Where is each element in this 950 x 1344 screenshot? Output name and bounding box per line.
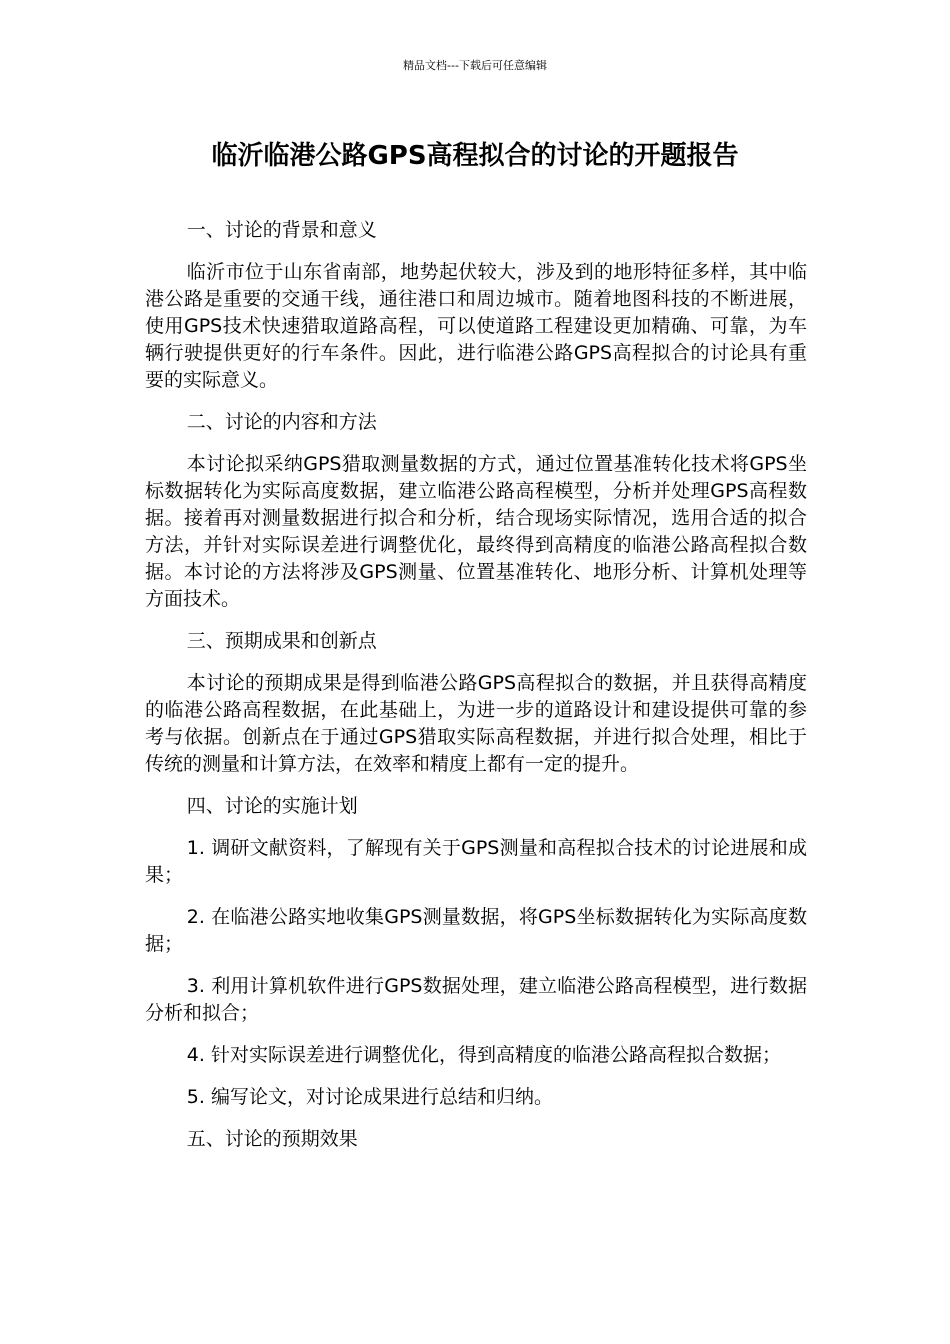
section-heading: 一、讨论的背景和意义 bbox=[186, 219, 377, 241]
section-heading: 二、讨论的内容和方法 bbox=[186, 411, 377, 433]
plan-item: 5. 编写论文，对讨论成果进行总结和归纳。 bbox=[186, 1086, 553, 1108]
section-heading: 五、讨论的预期效果 bbox=[186, 1128, 358, 1150]
section-heading: 四、讨论的实施计划 bbox=[186, 795, 358, 817]
body-paragraph: 本讨论拟采纳GPS猎取测量数据的方式，通过位置基准转化技术将GPS坐标数据转化为实际高度数据，建立临港公路高程模型，分析并处理GPS高程数据。接着再对测量数据进行拟合和分析，结合现场实际情况，选用合适的拟合方法，并针对实际误差进行调整优化，最终得到高精度的临港公路高程拟合数据。本讨论的方法将涉及GPS测量、位置基准转化、地形分析、计算机处理等方面技术。 bbox=[145, 453, 807, 610]
document-body bbox=[145, 217, 807, 1168]
plan-item: 2. 在临港公路实地收集GPS测量数据，将GPS坐标数据转化为实际高度数据； bbox=[145, 906, 807, 955]
plan-item: 3. 利用计算机软件进行GPS数据处理，建立临港公路高程模型，进行数据分析和拟合； bbox=[145, 975, 807, 1024]
plan-item: 4. 针对实际误差进行调整优化，得到高精度的临港公路高程拟合数据； bbox=[186, 1044, 781, 1066]
plan-item: 1. 调研文献资料，了解现有关于GPS测量和高程拟合技术的讨论进展和成果； bbox=[145, 837, 807, 886]
section-heading: 三、预期成果和创新点 bbox=[186, 630, 377, 652]
body-paragraph: 本讨论的预期成果是得到临港公路GPS高程拟合的数据，并且获得高精度的临港公路高程数据，在此基础上，为进一步的道路设计和建设提供可靠的参考与依据。创新点在于通过GPS猎取实际高程数据，并进行拟合处理，相比于传统的测量和计算方法，在效率和精度上都有一定的提升。 bbox=[145, 672, 807, 775]
document-title: 临沂临港公路GPS高程拟合的讨论的开题报告 bbox=[211, 141, 739, 171]
header-note: 精品文档---下载后可任意编辑 bbox=[403, 59, 547, 72]
body-paragraph: 临沂市位于山东省南部，地势起伏较大，涉及到的地形特征多样，其中临港公路是重要的交通干线，通往港口和周边城市。随着地图科技的不断进展，使用GPS技术快速猎取道路高程，可以使道路工程建设更加精确、可靠，为车辆行驶提供更好的行车条件。因此，进行临港公路GPS高程拟合的讨论具有重要的实际意义。 bbox=[145, 261, 807, 391]
